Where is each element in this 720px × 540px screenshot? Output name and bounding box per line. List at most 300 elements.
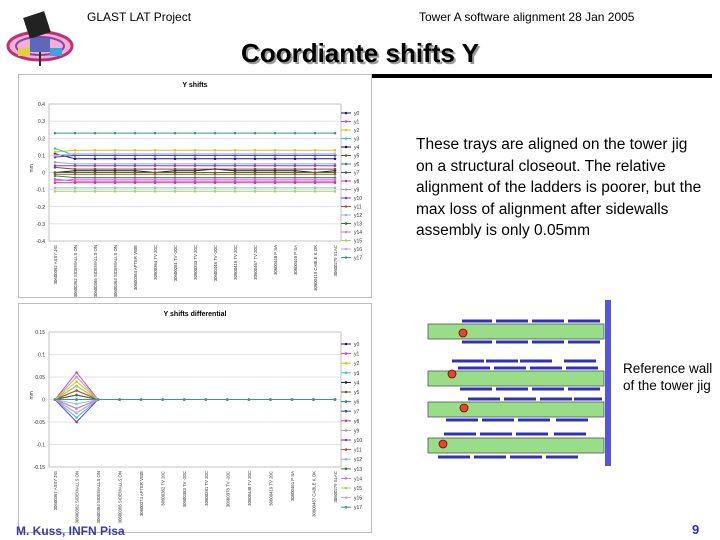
tray-1 bbox=[428, 324, 604, 339]
legend-marker bbox=[345, 214, 348, 217]
data-point bbox=[75, 407, 78, 410]
legend-marker bbox=[345, 487, 348, 490]
y-tick-label: 0.15 bbox=[35, 330, 45, 336]
y-tick-label: -0.4 bbox=[36, 239, 45, 245]
data-point bbox=[334, 168, 337, 171]
data-point bbox=[334, 398, 337, 401]
legend-label: y17 bbox=[354, 255, 363, 262]
data-point bbox=[234, 187, 237, 190]
legend-label: y7 bbox=[354, 409, 360, 416]
data-point bbox=[174, 171, 177, 174]
legend-label: y2 bbox=[354, 361, 360, 368]
data-point bbox=[194, 178, 197, 181]
data-point bbox=[254, 149, 257, 152]
ladder-rows bbox=[438, 321, 602, 457]
data-point bbox=[75, 394, 78, 397]
data-point bbox=[294, 171, 297, 174]
data-point bbox=[314, 132, 317, 135]
data-point bbox=[314, 168, 317, 171]
legend-marker bbox=[345, 420, 348, 423]
legend-marker bbox=[345, 188, 348, 191]
data-point bbox=[134, 178, 137, 181]
data-point bbox=[291, 398, 294, 401]
legend-marker bbox=[345, 458, 348, 461]
x-tick-label: 30600448 TV 20C bbox=[246, 471, 252, 506]
data-point bbox=[204, 398, 207, 401]
data-point bbox=[294, 152, 297, 155]
data-point bbox=[114, 190, 117, 193]
legend-marker bbox=[345, 448, 348, 451]
data-point bbox=[174, 190, 177, 193]
data-point bbox=[254, 164, 257, 167]
data-point bbox=[94, 181, 97, 184]
data-point bbox=[194, 168, 197, 171]
y-tick-label: 0.4 bbox=[38, 102, 45, 108]
data-point bbox=[74, 168, 77, 171]
legend-label: y8 bbox=[354, 418, 360, 425]
data-point bbox=[274, 187, 277, 190]
y-tick-label: 0.05 bbox=[35, 375, 45, 381]
data-point bbox=[294, 158, 297, 161]
legend-label: y5 bbox=[354, 390, 360, 396]
data-point bbox=[234, 190, 237, 193]
y-tick-label: 0.2 bbox=[38, 136, 45, 143]
legend-label: y16 bbox=[354, 495, 363, 502]
legend-marker bbox=[345, 410, 348, 413]
data-point bbox=[334, 164, 337, 167]
y-axis-label: mm bbox=[29, 164, 35, 173]
data-point bbox=[254, 171, 257, 174]
data-point bbox=[174, 164, 177, 167]
data-point bbox=[114, 187, 117, 190]
x-tick-label: 30600461 P SA bbox=[289, 471, 295, 502]
data-point bbox=[74, 190, 77, 193]
y-tick-label: 0.1 bbox=[38, 153, 45, 160]
legend-marker bbox=[345, 506, 348, 509]
data-point bbox=[154, 178, 157, 181]
data-point bbox=[54, 161, 57, 164]
y-shifts-chart bbox=[18, 74, 372, 298]
data-point bbox=[94, 190, 97, 193]
legend-label: y11 bbox=[354, 447, 362, 454]
legend-marker bbox=[345, 352, 348, 355]
data-point bbox=[74, 164, 77, 167]
data-point bbox=[74, 181, 77, 184]
data-point bbox=[334, 181, 337, 184]
data-point bbox=[254, 158, 257, 161]
legend-marker bbox=[345, 372, 348, 375]
data-point bbox=[274, 171, 277, 174]
data-point bbox=[114, 152, 117, 155]
data-point bbox=[114, 149, 117, 152]
y-tick-label: -0.1 bbox=[36, 187, 45, 194]
data-point bbox=[154, 168, 157, 171]
data-point bbox=[54, 180, 57, 183]
data-point bbox=[314, 149, 317, 152]
data-point bbox=[154, 181, 157, 184]
data-point bbox=[114, 132, 117, 135]
data-point bbox=[314, 164, 317, 167]
data-point bbox=[54, 151, 57, 154]
data-point bbox=[74, 152, 77, 155]
x-tick-label: 30600364 SIDEWALLS ON bbox=[96, 471, 102, 524]
data-point bbox=[54, 398, 57, 401]
x-tick-label: 30600365 SIDEWALLS ON bbox=[93, 245, 98, 297]
legend-marker bbox=[345, 163, 348, 166]
y-shifts-chart-svg bbox=[19, 75, 371, 297]
data-point bbox=[194, 171, 197, 174]
data-point bbox=[254, 168, 257, 171]
data-point bbox=[134, 149, 137, 152]
data-point bbox=[214, 187, 217, 190]
legend-marker bbox=[345, 439, 348, 442]
legend-marker bbox=[345, 400, 348, 403]
x-tick-label: 30600364 SIDEWALLS ON bbox=[113, 245, 118, 297]
data-point bbox=[154, 187, 157, 190]
data-point bbox=[234, 181, 237, 184]
legend-label: y15 bbox=[354, 238, 363, 245]
legend-marker bbox=[345, 362, 348, 365]
data-point bbox=[134, 158, 137, 161]
marker-1 bbox=[459, 329, 467, 337]
legend-label: y1 bbox=[354, 119, 360, 126]
y-tick-label: -0.1 bbox=[36, 442, 45, 449]
legend-label: y2 bbox=[354, 128, 360, 134]
data-point bbox=[54, 164, 57, 167]
data-point bbox=[234, 152, 237, 155]
data-point bbox=[174, 158, 177, 161]
legend-label: y4 bbox=[354, 380, 360, 387]
data-point bbox=[75, 403, 78, 406]
data-point bbox=[75, 416, 78, 419]
data-point bbox=[154, 190, 157, 193]
x-tick-label: 30600333 TV 20C bbox=[193, 245, 198, 280]
legend-marker bbox=[345, 468, 348, 471]
data-point bbox=[294, 181, 297, 184]
tray-4 bbox=[428, 438, 604, 453]
x-tick-label: 30600362 SIDEWALLS ON bbox=[74, 471, 80, 524]
data-point bbox=[254, 178, 257, 181]
x-tick-label: 30600279 SLAC bbox=[333, 245, 338, 277]
data-point bbox=[174, 187, 177, 190]
data-point bbox=[254, 190, 257, 193]
data-point bbox=[274, 152, 277, 155]
legend-label: y15 bbox=[354, 486, 363, 492]
legend-label: y10 bbox=[354, 196, 363, 202]
data-point bbox=[334, 187, 337, 190]
data-point bbox=[294, 164, 297, 167]
data-point bbox=[74, 171, 77, 174]
legend-label: y16 bbox=[354, 247, 363, 253]
reference-wall bbox=[605, 300, 611, 466]
x-tick-label: 30600448 TV -20C bbox=[213, 245, 218, 282]
data-point bbox=[314, 187, 317, 190]
data-point bbox=[334, 152, 337, 155]
data-point bbox=[161, 398, 164, 401]
x-tick-label: 30600364 TV 20C bbox=[153, 245, 158, 280]
data-point bbox=[274, 190, 277, 193]
x-tick-label: 30600362 SIDEWALLS ON bbox=[73, 245, 78, 297]
x-tick-label: 30600364 AFTER VIBE bbox=[133, 245, 138, 291]
data-point bbox=[140, 398, 143, 401]
legend-marker bbox=[345, 180, 348, 183]
y-axis-label: mm bbox=[29, 391, 35, 400]
data-point bbox=[75, 412, 78, 415]
data-point bbox=[94, 158, 97, 161]
legend-label: y0 bbox=[354, 111, 360, 117]
data-point bbox=[194, 190, 197, 193]
data-point bbox=[97, 398, 100, 401]
data-point bbox=[274, 181, 277, 184]
marker-2 bbox=[448, 370, 456, 378]
data-point bbox=[74, 178, 77, 181]
x-tick-label: 30600279 SLAC bbox=[333, 471, 338, 503]
x-tick-label: 30600281 TV -20C bbox=[173, 245, 178, 282]
data-point bbox=[74, 149, 77, 152]
data-point bbox=[75, 421, 78, 424]
data-point bbox=[134, 181, 137, 184]
x-tick-label: 30600419 CABLE K OK bbox=[313, 245, 318, 291]
data-point bbox=[54, 187, 57, 190]
legend-label: y11 bbox=[354, 204, 362, 211]
legend-label: y6 bbox=[354, 399, 360, 406]
footer-author: M. Kuss, INFN Pisa bbox=[16, 524, 125, 538]
data-point bbox=[314, 152, 317, 155]
data-point bbox=[114, 164, 117, 167]
data-point bbox=[54, 171, 57, 174]
x-tick-label: 30600419 TV 20C bbox=[268, 471, 274, 506]
page-number: 9 bbox=[692, 522, 700, 537]
x-tick-label: 30600467 TV 20C bbox=[253, 245, 258, 280]
legend-label: y4 bbox=[354, 145, 360, 151]
data-point bbox=[334, 158, 337, 161]
data-point bbox=[134, 171, 137, 174]
tray-3 bbox=[428, 402, 604, 417]
legend-marker bbox=[345, 231, 348, 234]
data-point bbox=[314, 178, 317, 181]
legend-marker bbox=[345, 120, 348, 123]
legend-marker bbox=[345, 112, 348, 115]
legend-marker bbox=[345, 256, 348, 259]
data-point bbox=[54, 147, 57, 150]
data-point bbox=[114, 181, 117, 184]
data-point bbox=[214, 152, 217, 155]
legend-marker bbox=[345, 477, 348, 480]
legend-marker bbox=[345, 496, 348, 499]
legend-label: y6 bbox=[354, 162, 360, 168]
data-point bbox=[94, 164, 97, 167]
tray-jig-diagram bbox=[424, 298, 620, 468]
data-point bbox=[194, 152, 197, 155]
data-point bbox=[75, 380, 78, 383]
legend-marker bbox=[345, 146, 348, 149]
data-point bbox=[194, 149, 197, 152]
data-point bbox=[214, 168, 217, 171]
data-point bbox=[254, 152, 257, 155]
y-tick-label: -0.05 bbox=[33, 420, 45, 426]
x-tick-label: 30600281 TV 20C bbox=[203, 471, 209, 506]
legend-label: y3 bbox=[354, 370, 360, 377]
data-point bbox=[214, 149, 217, 152]
body-text: These trays are aligned on the tower jig on a structural closeout. The relative alignment of the ladders is poorer, but the max loss of alignment after sidewalls assembly is only 0.05mm bbox=[416, 136, 702, 239]
x-tick-label: 30600445 P SA bbox=[293, 245, 298, 276]
data-point bbox=[75, 389, 78, 392]
legend-label: y14 bbox=[354, 230, 363, 236]
legend-marker bbox=[345, 391, 348, 394]
data-point bbox=[154, 152, 157, 155]
data-point bbox=[334, 178, 337, 181]
x-tick-label: 30600383 TV -20C bbox=[182, 471, 188, 508]
data-point bbox=[154, 171, 157, 174]
data-point bbox=[274, 149, 277, 152]
data-point bbox=[334, 149, 337, 152]
data-point bbox=[214, 171, 217, 174]
legend-marker bbox=[345, 429, 348, 432]
data-point bbox=[134, 132, 137, 135]
legend-marker bbox=[345, 343, 348, 346]
legend-label: y14 bbox=[354, 476, 363, 483]
legend-label: y1 bbox=[354, 351, 360, 358]
data-point bbox=[94, 149, 97, 152]
data-point bbox=[54, 154, 57, 157]
data-point bbox=[174, 149, 177, 152]
data-point bbox=[214, 164, 217, 167]
data-point bbox=[334, 132, 337, 135]
data-point bbox=[254, 181, 257, 184]
data-point bbox=[312, 398, 315, 401]
data-point bbox=[134, 168, 137, 171]
data-point bbox=[174, 181, 177, 184]
data-point bbox=[269, 398, 272, 401]
data-point bbox=[214, 190, 217, 193]
data-point bbox=[234, 171, 237, 174]
legend-label: y0 bbox=[354, 342, 360, 348]
data-point bbox=[274, 158, 277, 161]
legend-label: y9 bbox=[354, 428, 360, 435]
data-point bbox=[114, 168, 117, 171]
data-point bbox=[74, 187, 77, 190]
data-point bbox=[214, 132, 217, 135]
x-tick-label: 30600378 TV -20C bbox=[225, 471, 231, 508]
data-point bbox=[226, 398, 229, 401]
data-point bbox=[75, 385, 78, 388]
data-point bbox=[214, 158, 217, 161]
legend-label: y17 bbox=[354, 505, 363, 512]
legend-label: y8 bbox=[354, 179, 360, 185]
data-point bbox=[114, 178, 117, 181]
legend-marker bbox=[345, 239, 348, 242]
data-point bbox=[54, 190, 57, 193]
data-point bbox=[54, 132, 57, 135]
x-tick-label: 30600374 AFTER VIBE bbox=[139, 471, 145, 517]
y-tick-label: 0 bbox=[42, 397, 45, 404]
data-point bbox=[334, 190, 337, 193]
data-point bbox=[75, 376, 78, 379]
data-point bbox=[234, 164, 237, 167]
data-point bbox=[174, 152, 177, 155]
legend-label: y12 bbox=[354, 457, 363, 464]
data-point bbox=[154, 158, 157, 161]
marker-4 bbox=[439, 440, 447, 448]
legend-marker bbox=[345, 381, 348, 384]
data-point bbox=[234, 149, 237, 152]
slide-title: Coordiante shifts Y bbox=[241, 38, 479, 68]
data-point bbox=[234, 132, 237, 135]
data-point bbox=[174, 178, 177, 181]
marker-3 bbox=[460, 404, 468, 412]
y-shifts-differential-chart-svg bbox=[19, 304, 371, 532]
data-point bbox=[274, 178, 277, 181]
y-tick-label: -0.3 bbox=[36, 221, 45, 228]
y-tick-label: 0.1 bbox=[38, 352, 45, 359]
data-point bbox=[294, 132, 297, 135]
data-point bbox=[194, 181, 197, 184]
data-point bbox=[94, 178, 97, 181]
data-point bbox=[294, 168, 297, 171]
legend-label: y3 bbox=[354, 136, 360, 143]
data-point bbox=[174, 132, 177, 135]
data-point bbox=[254, 132, 257, 135]
data-point bbox=[194, 132, 197, 135]
legend-marker bbox=[345, 137, 348, 140]
data-point bbox=[194, 187, 197, 190]
data-point bbox=[234, 178, 237, 181]
data-point bbox=[294, 178, 297, 181]
data-point bbox=[174, 168, 177, 171]
data-point bbox=[274, 168, 277, 171]
legend-label: y13 bbox=[354, 221, 363, 228]
data-point bbox=[334, 171, 337, 174]
data-point bbox=[94, 168, 97, 171]
data-point bbox=[294, 190, 297, 193]
data-point bbox=[114, 158, 117, 161]
y-tick-label: 0 bbox=[42, 170, 45, 177]
legend-label: y9 bbox=[354, 187, 360, 194]
data-point bbox=[234, 158, 237, 161]
data-point bbox=[294, 187, 297, 190]
data-point bbox=[214, 181, 217, 184]
data-point bbox=[94, 132, 97, 135]
x-tick-label: 30600419 TV 20C bbox=[233, 245, 238, 280]
data-point bbox=[94, 187, 97, 190]
data-point bbox=[154, 164, 157, 167]
data-point bbox=[194, 164, 197, 167]
data-point bbox=[183, 398, 186, 401]
legend-marker bbox=[345, 171, 348, 174]
data-point bbox=[274, 164, 277, 167]
legend-marker bbox=[345, 205, 348, 208]
y-shifts-differential-chart bbox=[18, 303, 372, 533]
data-point bbox=[75, 371, 78, 374]
x-tick-label: 30600362 TV 20C bbox=[160, 471, 166, 506]
chart-title: Y shifts bbox=[182, 82, 208, 89]
x-tick-label: 30600362 ASSY JIG bbox=[53, 245, 58, 285]
data-point bbox=[254, 187, 257, 190]
data-point bbox=[75, 398, 78, 401]
legend-marker bbox=[345, 222, 348, 225]
data-point bbox=[114, 171, 117, 174]
data-point bbox=[314, 171, 317, 174]
data-point bbox=[134, 164, 137, 167]
data-point bbox=[314, 158, 317, 161]
data-point bbox=[94, 171, 97, 174]
header-subtitle: Tower A software alignment 28 Jan 2005 bbox=[419, 10, 635, 24]
legend-label: y13 bbox=[354, 466, 363, 473]
data-point bbox=[314, 181, 317, 184]
y-tick-label: -0.15 bbox=[33, 465, 45, 471]
x-tick-label: 30600467 CABLE K OK bbox=[311, 471, 317, 517]
data-point bbox=[234, 168, 237, 171]
